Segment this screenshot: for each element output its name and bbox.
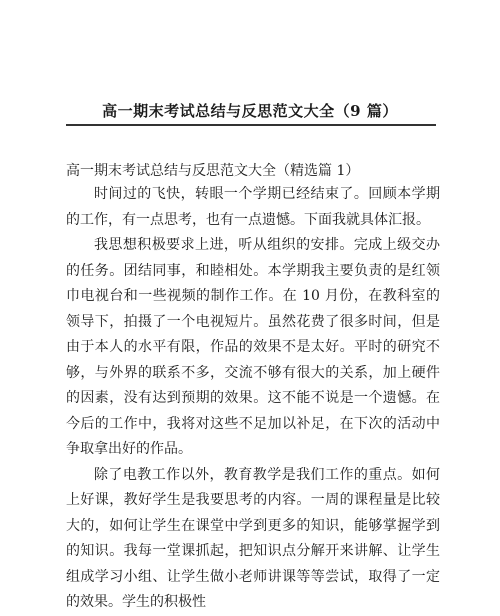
paragraph-1: 时间过的飞快，转眼一个学期已经结束了。回顾本学期的工作，有一点思考，也有一点遗憾。下面我就具体汇报。 bbox=[66, 186, 440, 228]
document-title: 高一期末考试总结与反思范文大全（9 篇） bbox=[102, 102, 398, 120]
document-body bbox=[66, 182, 440, 616]
paragraph-2: 我思想积极要求上进，听从组织的安排。完成上级交办的任务。团结同事，和睦相处。本学期我主要负责的是红领巾电视台和一些视频的制作工作。在 10 月份，在教科室的领导下，拍摄了一个电视短片。虽然花费了很多时间，但是由于本人的水平有限，作品的效果不是太好。平时的研究不够，与外界的联系不多，交流不够有很大的关系，加上硬件的因素，没有达到预期的效果。这不能不说是一个遗憾。在今后的工作中，我将对这些不足加以补足，在下次的活动中争取拿出好的作品。 bbox=[66, 237, 440, 457]
section-heading: 高一期末考试总结与反思范文大全（精选篇 1） bbox=[66, 163, 360, 179]
paragraph-3: 除了电教工作以外，教育教学是我们工作的重点。如何上好课，教好学生是我要思考的内容。一周的课程量是比较大的，如何让学生在课堂中学到更多的知识，能够掌握学到的知识。我每一堂课抓起，把知识点分解开来讲解、让学生组成学习小组、让学生做小老师讲课等等尝试，取得了一定的效果。学生的积极性 bbox=[66, 466, 440, 610]
title-divider bbox=[66, 124, 436, 126]
